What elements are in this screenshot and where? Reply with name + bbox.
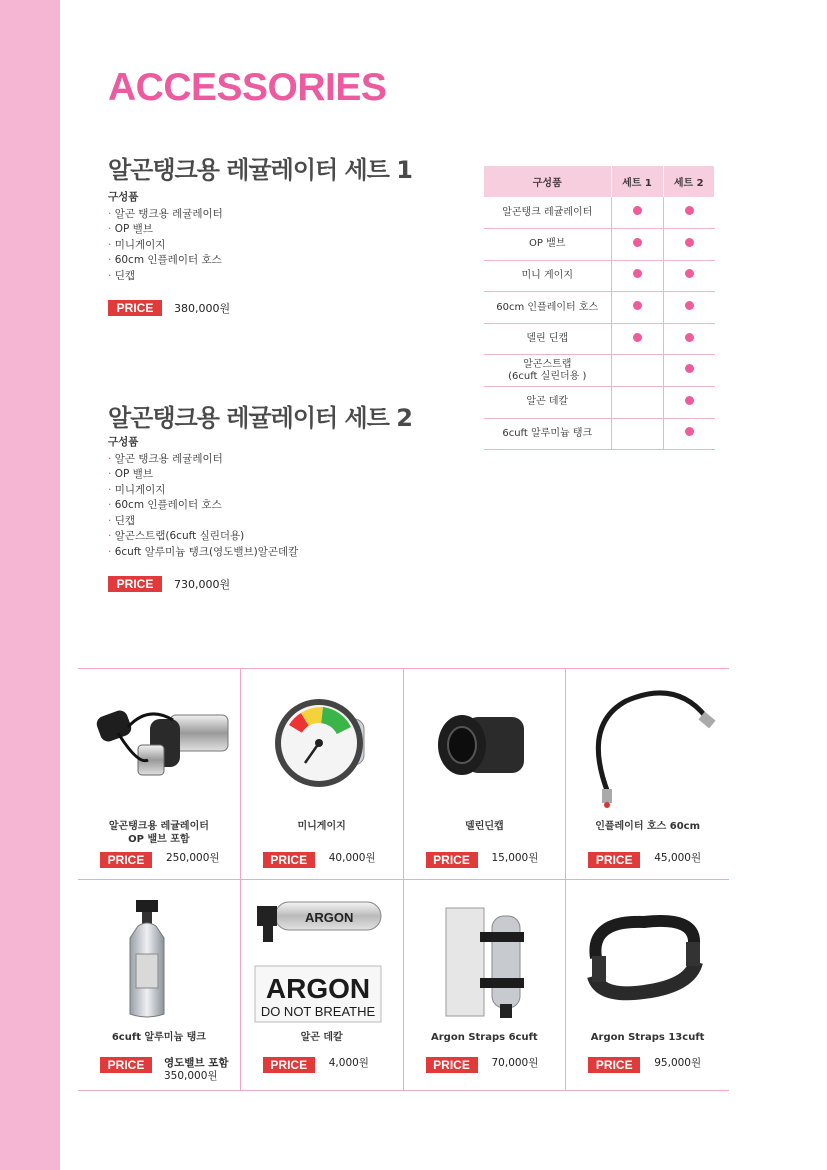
product-name-text: 알곤탱크용 레귤레이터 OP 밸브 포함 <box>108 821 209 845</box>
product-price: 250,000원 <box>166 852 220 864</box>
product-card <box>241 669 404 879</box>
table-row <box>484 387 715 419</box>
product-price: 15,000원 <box>491 852 539 864</box>
table-cell-s1 <box>611 355 663 387</box>
table-row <box>484 260 715 292</box>
product-price-row <box>588 852 701 868</box>
product-price-block <box>164 1057 229 1083</box>
product-row <box>78 669 729 880</box>
set2-comp-item: · 6cuft 알루미늄 탱크(영도밸브)알곤데칼 <box>108 545 298 561</box>
set1-comp-item: · 딘캡 <box>108 269 223 285</box>
table-cell-s1 <box>611 292 663 324</box>
price-badge: PRICE <box>108 300 162 316</box>
product-row <box>78 880 729 1091</box>
product-price-row <box>100 852 220 868</box>
included-dot-icon <box>685 396 694 405</box>
table-row <box>484 197 715 229</box>
table-cell-name: 델린 딘캡 <box>484 323 611 355</box>
page-sidebar-band <box>0 0 60 1170</box>
price-badge: PRICE <box>588 1057 640 1073</box>
regulator-icon <box>78 675 240 815</box>
table-header: 세트 2 <box>663 166 715 197</box>
table-cell-s2 <box>663 355 715 387</box>
product-grid <box>78 668 729 1091</box>
argon-decal-icon <box>241 886 403 1026</box>
set2-comp-item: · OP 밸브 <box>108 467 298 483</box>
product-price-row <box>426 1057 539 1073</box>
table-cell-s1 <box>611 260 663 292</box>
product-card <box>78 880 241 1090</box>
table-cell-s1 <box>611 323 663 355</box>
included-dot-icon <box>685 301 694 310</box>
product-price-row <box>426 852 539 868</box>
price-badge: PRICE <box>263 1057 315 1073</box>
product-name: 델린딘캡 <box>465 821 504 832</box>
set1-price: 380,000원 <box>174 302 231 315</box>
product-price: 40,000원 <box>328 852 376 864</box>
product-card <box>78 669 241 879</box>
hose-icon <box>566 675 729 815</box>
included-dot-icon <box>633 206 642 215</box>
set2-comp-item: · 딘캡 <box>108 514 298 530</box>
set2-components <box>108 435 298 560</box>
product-card <box>404 669 567 879</box>
set2-comp-item: · 60cm 인플레이터 호스 <box>108 498 298 514</box>
set2-comp-item: · 미니게이지 <box>108 483 298 499</box>
table-header: 세트 1 <box>611 166 663 197</box>
product-card <box>241 880 404 1090</box>
product-price-row <box>100 1057 229 1083</box>
product-card <box>566 669 729 879</box>
product-name: 인플레이터 호스 60cm <box>595 821 701 832</box>
product-price: 350,000원 <box>164 1070 218 1082</box>
product-price: 70,000원 <box>491 1057 539 1069</box>
price-badge: PRICE <box>426 852 478 868</box>
table-cell-s2 <box>663 197 715 229</box>
decal-text: ARGON <box>265 973 370 1004</box>
product-price: 4,000원 <box>328 1057 369 1069</box>
product-name: Argon Straps 13cuft <box>590 1032 705 1043</box>
gauge-icon <box>241 675 403 815</box>
table-row <box>484 323 715 355</box>
included-dot-icon <box>685 333 694 342</box>
table-cell-s2 <box>663 260 715 292</box>
price-badge: PRICE <box>100 852 152 868</box>
set1-comp-item: · 60cm 인플레이터 호스 <box>108 253 223 269</box>
product-price-note: 영도밸브 포함 <box>164 1057 229 1069</box>
product-price: 95,000원 <box>654 1057 702 1069</box>
table-row <box>484 418 715 450</box>
set2-title: 알곤탱크용 레귤레이터 세트 2 <box>108 404 412 432</box>
table-cell-s2 <box>663 323 715 355</box>
set1-comp-head: 구성품 <box>108 191 139 203</box>
table-cell-s2 <box>663 418 715 450</box>
table-row <box>484 292 715 324</box>
set2-price-row <box>108 576 230 592</box>
strap-6cuft-icon <box>404 886 566 1026</box>
din-cap-icon <box>404 675 566 815</box>
bottle-label: ARGON <box>304 910 354 925</box>
table-cell-s2 <box>663 229 715 261</box>
price-badge: PRICE <box>108 576 162 592</box>
table-cell-s1 <box>611 387 663 419</box>
set1-comp-item: · 미니게이지 <box>108 238 223 254</box>
tank-icon <box>78 886 240 1026</box>
included-dot-icon <box>685 206 694 215</box>
set1-price-row <box>108 300 230 316</box>
included-dot-icon <box>633 238 642 247</box>
included-dot-icon <box>633 301 642 310</box>
set1-title: 알곤탱크용 레귤레이터 세트 1 <box>108 156 412 184</box>
product-price-row <box>263 852 376 868</box>
table-cell-name: 6cuft 알루미늄 탱크 <box>484 418 611 450</box>
price-badge: PRICE <box>426 1057 478 1073</box>
set1-comp-item: · OP 밸브 <box>108 222 223 238</box>
set2-comp-head: 구성품 <box>108 436 139 448</box>
included-dot-icon <box>633 269 642 278</box>
page-title: ACCESSORIES <box>108 66 387 109</box>
product-card <box>566 880 729 1090</box>
included-dot-icon <box>685 427 694 436</box>
product-price: 45,000원 <box>654 852 702 864</box>
set1-components <box>108 190 223 284</box>
table-cell-s2 <box>663 292 715 324</box>
product-card <box>404 880 567 1090</box>
set2-comp-item: · 알곤스트랩(6cuft 실린더용) <box>108 529 298 545</box>
table-cell-name: 60cm 인플레이터 호스 <box>484 292 611 324</box>
product-price-row <box>263 1057 369 1073</box>
included-dot-icon <box>633 333 642 342</box>
table-row <box>484 355 715 387</box>
table-row <box>484 229 715 261</box>
table-cell-name: 알곤스트랩 (6cuft 실린더용 ) <box>484 355 611 387</box>
table-header-row <box>484 166 715 197</box>
product-name: Argon Straps 6cuft <box>431 1032 538 1043</box>
table-cell-s1 <box>611 229 663 261</box>
set2-price: 730,000원 <box>174 578 231 591</box>
product-name: 6cuft 알루미늄 탱크 <box>111 1032 206 1043</box>
table-cell-name: 미니 게이지 <box>484 260 611 292</box>
set1-comp-item: · 알곤 탱크용 레귤레이터 <box>108 207 223 223</box>
decal-subtext: DO NOT BREATHE <box>260 1004 375 1019</box>
table-cell-name: 알곤 데칼 <box>484 387 611 419</box>
product-name: 알곤 데칼 <box>300 1032 343 1043</box>
product-name <box>78 820 240 846</box>
product-name: 미니게이지 <box>297 821 346 832</box>
comparison-table <box>484 166 715 450</box>
table-cell-name: OP 밸브 <box>484 229 611 261</box>
product-price-row <box>588 1057 701 1073</box>
table-cell-name: 알곤탱크 레귤레이터 <box>484 197 611 229</box>
included-dot-icon <box>685 269 694 278</box>
included-dot-icon <box>685 238 694 247</box>
table-header: 구성품 <box>484 166 611 197</box>
table-cell-s1 <box>611 418 663 450</box>
price-badge: PRICE <box>588 852 640 868</box>
set2-comp-item: · 알곤 탱크용 레귤레이터 <box>108 452 298 468</box>
price-badge: PRICE <box>100 1057 152 1073</box>
included-dot-icon <box>685 364 694 373</box>
table-cell-s1 <box>611 197 663 229</box>
table-cell-s2 <box>663 387 715 419</box>
price-badge: PRICE <box>263 852 315 868</box>
strap-13cuft-icon <box>566 886 729 1026</box>
